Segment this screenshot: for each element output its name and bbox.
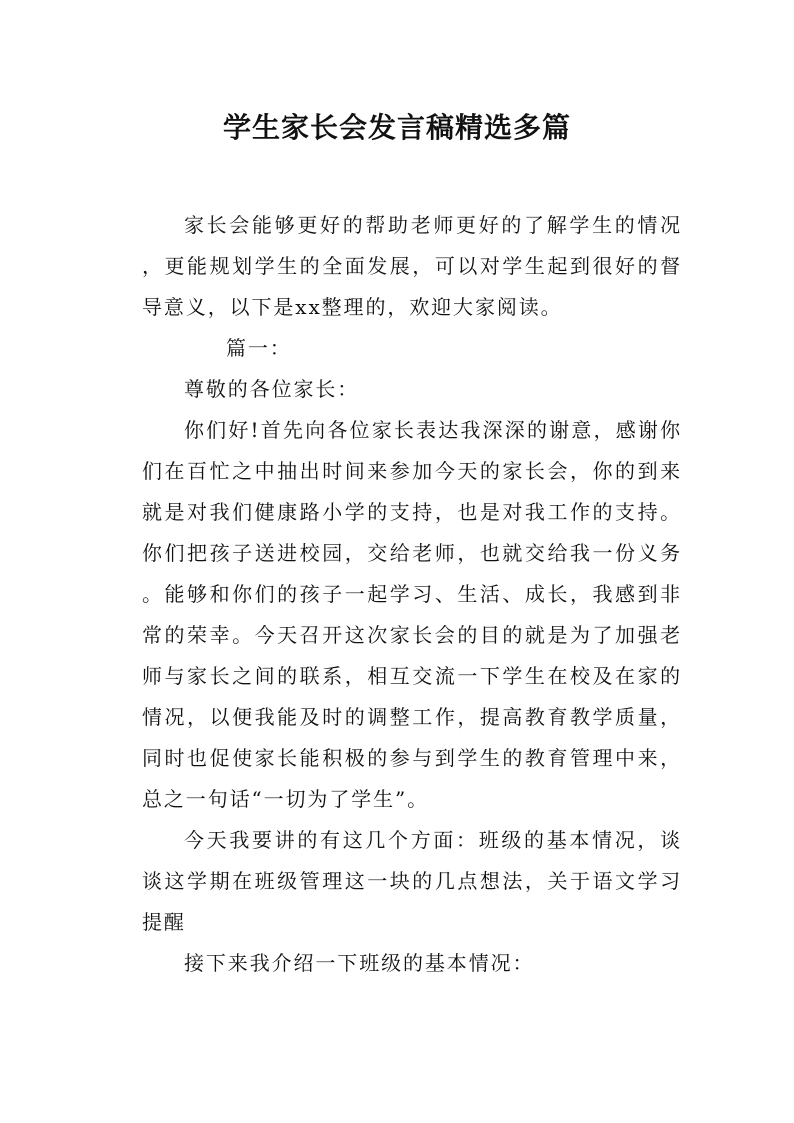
- document-body: [142, 205, 682, 984]
- intro-paragraph: 家长会能够更好的帮助老师更好的了解学生的情况，更能规划学生的全面发展，可以对学生起到很好的督导意义，以下是xx整理的，欢迎大家阅读。: [142, 213, 682, 319]
- section-heading: 篇一：: [226, 336, 292, 360]
- body-paragraph: 你们好!首先向各位家长表达我深深的谢意，感谢你们在百忙之中抽出时间来参加今天的家长会，你的到来就是对我们健康路小学的支持，也是对我工作的支持。你们把孩子送进校园，交给老师，也就交给我一份义务。能够和你们的孩子一起学习、生活、成长，我感到非常的荣幸。今天召开这次家长会的目的就是为了加强老师与家长之间的联系，相互交流一下学生在校及在家的情况，以便我能及时的调整工作，提高教育教学质量，同时也促使家长能积极的参与到学生的教育管理中来，总之一句话“一切为了学生”。: [142, 418, 682, 811]
- salutation: 尊敬的各位家长：: [184, 377, 360, 401]
- body-paragraph: 接下来我介绍一下班级的基本情况：: [184, 951, 535, 975]
- body-paragraph: 今天我要讲的有这几个方面：班级的基本情况，谈谈这学期在班级管理这一块的几点想法，关于语文学习提醒: [142, 828, 682, 934]
- document-title: 学生家长会发言稿精选多篇: [222, 111, 571, 144]
